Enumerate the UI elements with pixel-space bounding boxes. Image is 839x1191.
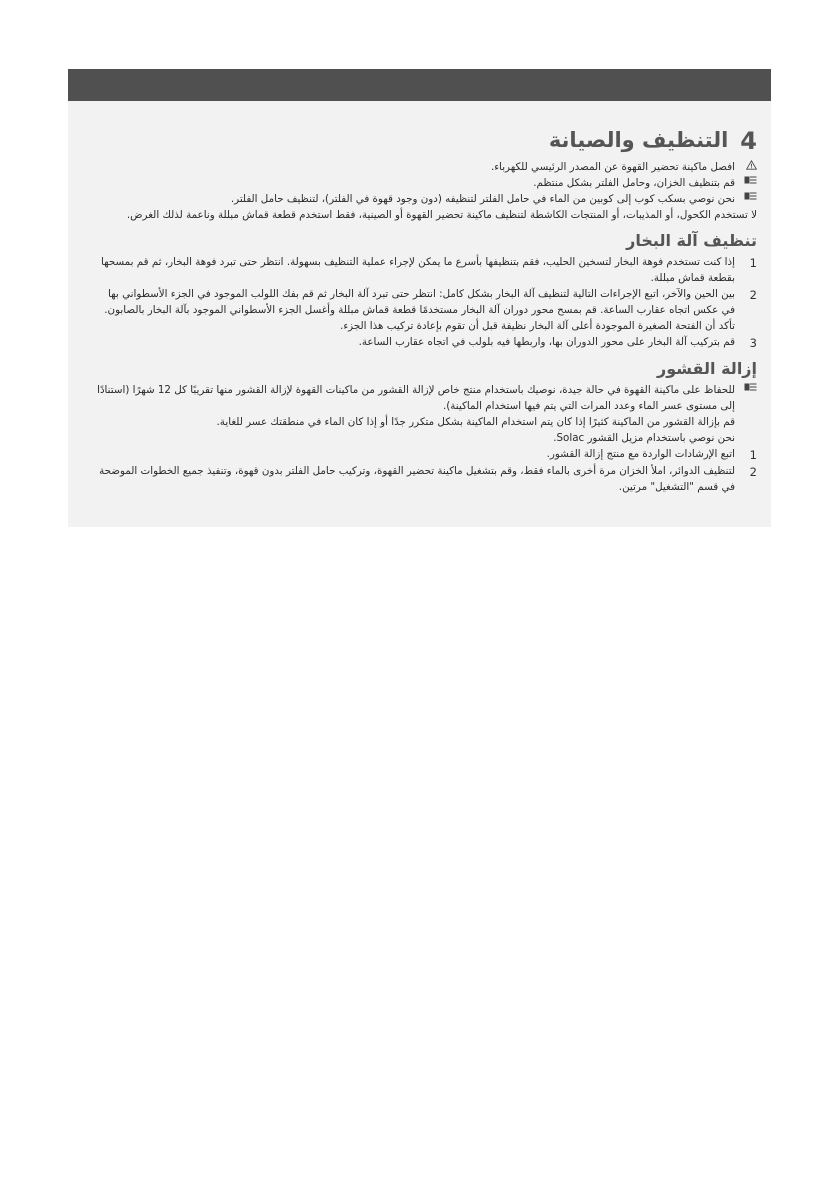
step-item	[82, 463, 757, 495]
list-item-text: نحن نوصي بسكب كوب إلى كوبين من الماء في حامل الفلتر لتنظيفه (دون وجود قهوة في الفلتر)، لتنظيف حامل الفلتر.	[230, 193, 735, 205]
step-line: في عكس اتجاه عقارب الساعة. قم بمسح محور دوران آلة البخار مستخدمًا قطعة قماش مبللة وأغسل الجزء الأسطواني الموجود بآلة البخار بالصابون.	[104, 304, 735, 316]
list-item	[82, 207, 757, 223]
section-title-descale: إزالة القشور	[657, 359, 757, 378]
step-number: 3	[749, 336, 757, 350]
note-icon	[744, 383, 757, 391]
step-item	[82, 286, 757, 334]
step-line: إذا كنت تستخدم فوهة البخار لتسخين الحليب، فقم بتنظيفها بأسرع ما يمكن لإجراء عملية التنظيف بسهولة. انتظر حتى تبرد فوهة البخار، ثم قم بمسحها	[100, 256, 735, 268]
list-item-text: قم بتنظيف الخزان، وحامل الفلتر بشكل منتظم.	[533, 177, 735, 189]
list-item-text: افصل ماكينة تحضير القهوة عن المصدر الرئيسي للكهرباء.	[490, 161, 735, 173]
step-line: اتبع الإرشادات الواردة مع منتج إزالة القشور.	[546, 448, 735, 460]
chapter-heading	[82, 129, 757, 153]
list-item	[82, 191, 757, 207]
section-title-steam: تنظيف آلة البخار	[626, 231, 757, 250]
step-number: 2	[749, 465, 757, 479]
note-item	[82, 382, 757, 446]
step-number: 1	[749, 448, 757, 462]
step-line: بين الحين والآخر، اتبع الإجراءات التالية لتنظيف آلة البخار بشكل كامل: انتظر حتى تبرد آلة البخار ثم قم بفك اللولب الموجود في الجزء الأسطواني بها	[108, 288, 735, 300]
step-line: لتنظيف الدوائر، املأ الخزان مرة أخرى بالماء فقط، وقم بتشغيل ماكينة تحضير القهوة، وتركيب حامل الفلتر بدون قهوة، وتنفيذ جميع الخطوات الموضحة	[99, 465, 735, 477]
step-item	[82, 446, 757, 463]
step-item	[82, 254, 757, 286]
header-band	[68, 69, 771, 101]
content-panel	[68, 101, 771, 527]
note-line: قم بإزالة القشور من الماكينة كثيرًا إذا كان يتم استخدام الماكينة بشكل متكرر جدًا أو إذا كان الماء في منطقتك عسر للغاية.	[216, 416, 735, 428]
step-number: 2	[749, 288, 757, 302]
list-item-text: لا تستخدم الكحول، أو المذيبات، أو المنتجات الكاشطة لتنظيف ماكينة تحضير القهوة أو الصينية، فقط استخدم قطعة قماش مبللة وناعمة لذلك الغرض.	[126, 209, 757, 221]
chapter-number: 4	[740, 127, 757, 155]
note-line: نحن نوصي باستخدام مزيل القشور Solac.	[553, 432, 735, 444]
note-line: للحفاظ على ماكينة القهوة في حالة جيدة، نوصيك باستخدام منتج خاص لإزالة القشور من ماكينات القهوة لإزالة القشور منها تقريبًا كل 12 شهرًا (استنادًا	[97, 384, 735, 396]
note-icon	[744, 176, 757, 184]
step-line: في قسم "التشغيل" مرتين.	[618, 481, 735, 493]
step-line: بقطعة قماش مبللة.	[650, 272, 735, 284]
step-line: قم بتركيب آلة البخار على محور الدوران بها، واربطها فيه بلولب في اتجاه عقارب الساعة.	[358, 336, 735, 348]
step-number: 1	[749, 256, 757, 270]
step-line: تأكد أن الفتحة الصغيرة الموجودة أعلى آلة البخار نظيفة قبل أن تقوم بإعادة تركيب هذا الجزء.	[340, 320, 735, 332]
warning-icon	[746, 160, 757, 170]
list-item	[82, 159, 757, 175]
list-item	[82, 175, 757, 191]
chapter-title: التنظيف والصيانة	[548, 128, 729, 153]
step-item	[82, 334, 757, 351]
note-icon	[744, 192, 757, 200]
note-line: إلى مستوى عسر الماء وعدد المرات التي يتم فيها استخدام الماكينة).	[442, 400, 735, 412]
